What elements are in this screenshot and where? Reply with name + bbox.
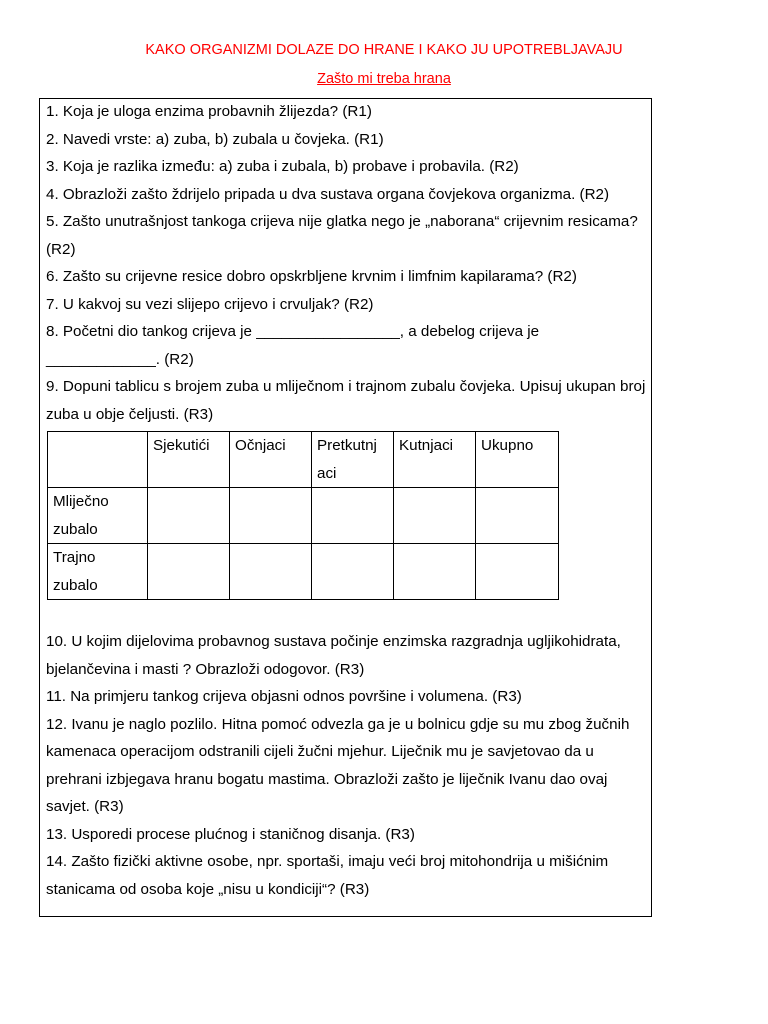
- table-header-cell: Ukupno: [476, 432, 559, 488]
- question-14: 14. Zašto fizički aktivne osobe, npr. sportaši, imaju veći broj mitohondrija u mišićnim stanicama od osoba koje „nisu u kondiciji“? (R3): [46, 853, 609, 898]
- questions-list: [46, 98, 646, 903]
- question-12: 12. Ivanu je naglo pozlilo. Hitna pomoć odvezla ga je u bolnicu gdje su mu zbog žučnih kamenaca operacijom odstranili cijeli žučni mjehur. Liječnik mu je savjetovao da u prehrani izbjegava hranu bogatu mastima. Obrazloži zašto je liječnik Ivanu dao ovaj savjet. (R3): [46, 715, 630, 815]
- table-cell[interactable]: [148, 488, 230, 544]
- table-header-cell: [48, 432, 148, 488]
- table-header-cell: Pretkutnj aci: [312, 432, 394, 488]
- table-row: [48, 488, 559, 544]
- question-9: 9. Dopuni tablicu s brojem zuba u mliječnom i trajnom zubalu čovjeka. Upisuj ukupan broj zuba u obje čeljusti. (R3): [46, 378, 646, 423]
- table-row-label: Mliječno zubalo: [48, 488, 148, 544]
- table-row: [48, 544, 559, 600]
- question-1: 1. Koja je uloga enzima probavnih žlijezda? (R1): [46, 103, 372, 120]
- question-7: 7. U kakvoj su vezi slijepo crijevo i crvuljak? (R2): [46, 295, 374, 313]
- table-cell[interactable]: [230, 544, 312, 600]
- question-11: 11. Na primjeru tankog crijeva objasni odnos površine i volumena. (R3): [46, 688, 522, 705]
- table-header-cell: Očnjaci: [230, 432, 312, 488]
- table-row-label: Trajno zubalo: [48, 544, 148, 600]
- question-4: 4. Obrazloži zašto ždrijelo pripada u dva sustava organa čovjekova organizma. (R2): [46, 185, 610, 203]
- spacer: [46, 600, 646, 628]
- question-5: 5. Zašto unutrašnjost tankoga crijeva nije glatka nego je „naborana“ crijevnim resicama? (R2): [46, 213, 638, 258]
- table-cell[interactable]: [394, 544, 476, 600]
- question-6: 6. Zašto su crijevne resice dobro opskrbljene krvnim i limfnim kapilarama? (R2): [46, 268, 577, 285]
- table-cell[interactable]: [476, 544, 559, 600]
- table-cell[interactable]: [394, 488, 476, 544]
- table-cell[interactable]: [230, 488, 312, 544]
- question-2: 2. Navedi vrste: a) zuba, b) zubala u čovjeka. (R1): [46, 130, 384, 148]
- table-cell[interactable]: [476, 488, 559, 544]
- teeth-table: [47, 431, 559, 600]
- table-cell[interactable]: [148, 544, 230, 600]
- table-header-cell: Kutnjaci: [394, 432, 476, 488]
- table-header-cell: Sjekutići: [148, 432, 230, 488]
- question-13: 13. Usporedi procese plućnog i staničnog disanja. (R3): [46, 825, 415, 843]
- question-8: 8. Početni dio tankog crijeva je _________________, a debelog crijeva je _____________. (R2): [46, 323, 540, 368]
- table-cell[interactable]: [312, 488, 394, 544]
- question-3: 3. Koja je razlika između: a) zuba i zubala, b) probave i probavila. (R2): [46, 158, 519, 175]
- table-cell[interactable]: [312, 544, 394, 600]
- table-header-row: [48, 432, 559, 488]
- page-title: KAKO ORGANIZMI DOLAZE DO HRANE I KAKO JU UPOTREBLJAVAJU: [145, 42, 623, 58]
- page-subtitle: Zašto mi treba hrana: [317, 71, 451, 87]
- question-10: 10. U kojim dijelovima probavnog sustava počinje enzimska razgradnja ugljikohidrata, bjelančevina i masti ? Obrazloži odogovor. (R3): [46, 633, 621, 678]
